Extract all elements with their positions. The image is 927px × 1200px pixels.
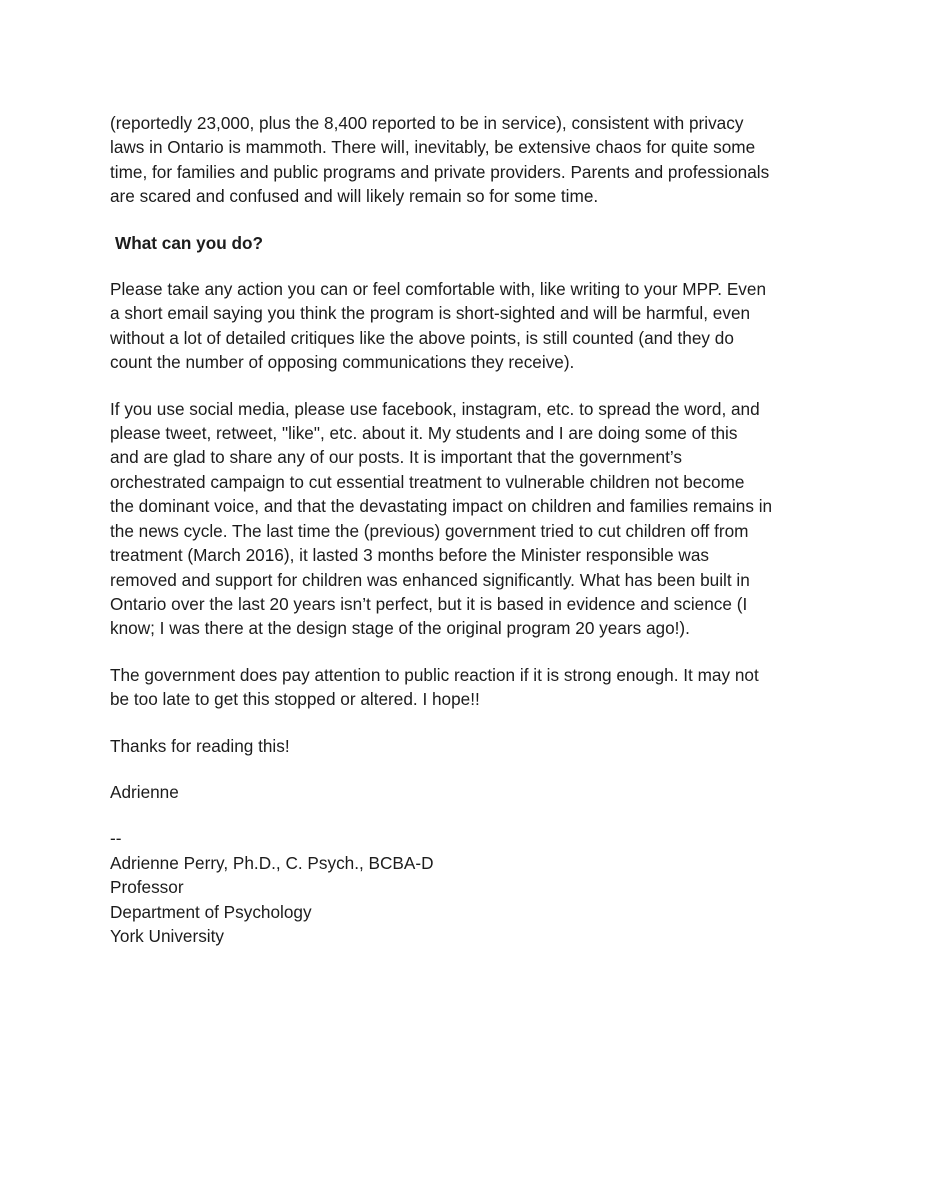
paragraph-gap [110, 641, 830, 663]
letter-body [110, 111, 830, 948]
text-line: a short email saying you think the program is short-sighted and will be harmful, even [110, 303, 751, 324]
thanks-text: Thanks for reading this! [110, 735, 290, 756]
paragraph-gap [110, 804, 830, 826]
email-signature [110, 826, 830, 948]
text-line: If you use social media, please use facebook, instagram, etc. to spread the word, and [110, 398, 760, 419]
paragraph-gap [110, 712, 830, 734]
text-line: are scared and confused and will likely remain so for some time. [110, 186, 599, 207]
text-line: know; I was there at the design stage of the original program 20 years ago!). [110, 618, 690, 639]
text-line: treatment (March 2016), it lasted 3 months before the Minister responsible was [110, 545, 709, 566]
text-line: and are glad to share any of our posts. It is important that the government’s [110, 447, 682, 468]
text-line: without a lot of detailed critiques like the above points, is still counted (and they do [110, 327, 734, 348]
signoff-line [110, 780, 830, 804]
heading-what-can-you-do: What can you do? [115, 232, 263, 253]
paragraph-public-reaction [110, 663, 830, 712]
signoff-name: Adrienne [110, 781, 179, 802]
text-line: the news cycle. The last time the (previous) government tried to cut children off from [110, 520, 749, 541]
paragraph-gap [110, 255, 830, 277]
paragraph-gap [110, 375, 830, 397]
text-line: orchestrated campaign to cut essential treatment to vulnerable children not become [110, 471, 745, 492]
text-line: Ontario over the last 20 years isn’t perfect, but it is based in evidence and science (I [110, 593, 748, 614]
paragraph-action [110, 277, 830, 375]
thanks-line [110, 734, 830, 758]
signature-title: Professor [110, 877, 184, 898]
paragraph-gap [110, 758, 830, 780]
text-line: Please take any action you can or feel comfortable with, like writing to your MPP. Even [110, 279, 767, 300]
signature-department: Department of Psychology [110, 901, 312, 922]
text-line: count the number of opposing communications they receive). [110, 352, 575, 373]
text-line: The government does pay attention to public reaction if it is strong enough. It may not [110, 664, 759, 685]
text-line: please tweet, retweet, "like", etc. about it. My students and I are doing some of this [110, 423, 738, 444]
signature-institution: York University [110, 925, 224, 946]
text-line: removed and support for children was enhanced significantly. What has been built in [110, 569, 750, 590]
text-line: the dominant voice, and that the devastating impact on children and families remains in [110, 496, 773, 517]
signature-separator: -- [110, 828, 122, 849]
signature-name: Adrienne Perry, Ph.D., C. Psych., BCBA-D [110, 852, 434, 873]
paragraph-gap [110, 209, 830, 231]
paragraph-privacy [110, 111, 830, 209]
text-line: (reportedly 23,000, plus the 8,400 reported to be in service), consistent with privacy [110, 113, 744, 133]
text-line: be too late to get this stopped or altered. I hope!! [110, 689, 480, 710]
text-line: time, for families and public programs and private providers. Parents and professionals [110, 161, 770, 182]
text-line: laws in Ontario is mammoth. There will, inevitably, be extensive chaos for quite some [110, 137, 756, 158]
section-heading [110, 231, 830, 255]
paragraph-social-media [110, 397, 830, 641]
